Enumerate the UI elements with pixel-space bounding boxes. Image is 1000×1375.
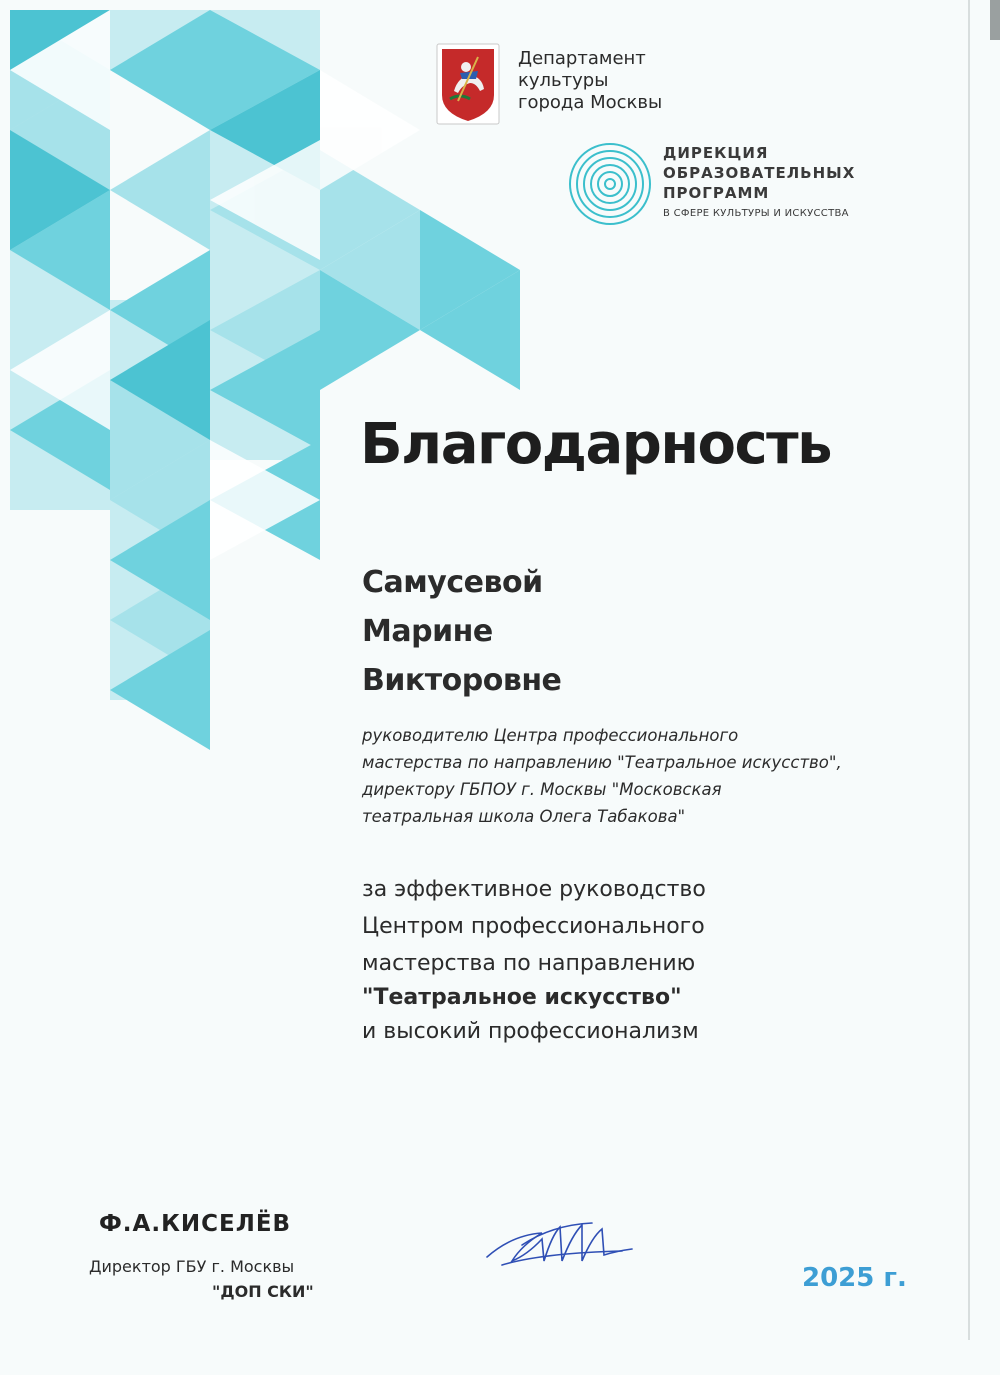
recipient-first-name: Марине [362,614,493,649]
signer-name: Ф.А.КИСЕЛЁВ [99,1211,292,1237]
directorate-name-line: ОБРАЗОВАТЕЛЬНЫХ [663,164,856,182]
reason-line: мастерства по направлению [362,951,696,976]
moscow-coat-of-arms-icon [436,43,500,125]
recipient-position-line: театральная школа Олега Табакова" [362,807,686,826]
reason-line-highlight: "Театральное искусство" [362,985,682,1010]
recipient-position-line: мастерства по направлению "Театральное искусство", [362,753,842,772]
department-name-line: Департамент [518,48,646,69]
page-edge-line [968,0,970,1340]
certificate-year: 2025 г. [802,1263,907,1293]
directorate-name-line: ПРОГРАММ [663,184,770,202]
scan-edge-mark [990,0,1000,40]
certificate-title: Благодарность [360,412,832,477]
directorate-name-line: ДИРЕКЦИЯ [663,144,769,162]
signer-role: Директор ГБУ г. Москвы [89,1257,295,1276]
recipient-position-line: руководителю Центра профессионального [362,726,739,745]
reason-line: и высокий профессионализм [362,1019,699,1044]
handwritten-signature [482,1205,642,1275]
recipient-position-line: директору ГБПОУ г. Москвы "Московская [362,780,722,799]
recipient-patronymic: Викторовне [362,663,562,698]
department-name-line: города Москвы [518,92,663,113]
recipient-surname: Самусевой [362,565,543,600]
signer-organization: "ДОП СКИ" [212,1282,314,1301]
concentric-circles-logo-icon [568,142,652,226]
reason-line: за эффективное руководство [362,877,706,902]
department-name-line: культуры [518,70,609,91]
reason-line: Центром профессионального [362,914,705,939]
directorate-subtitle: В СФЕРЕ КУЛЬТУРЫ И ИСКУССТВА [663,208,849,219]
